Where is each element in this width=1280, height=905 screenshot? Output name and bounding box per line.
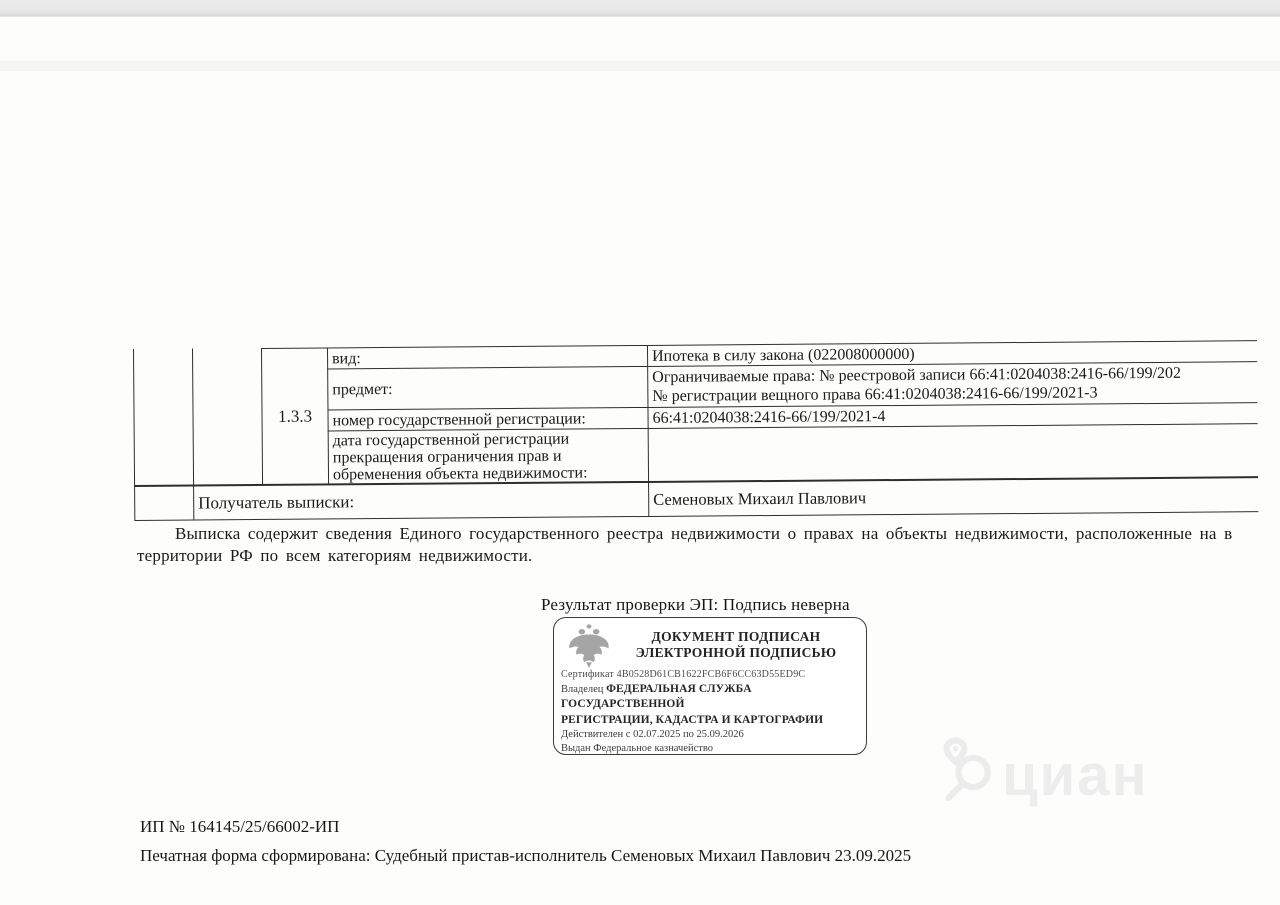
registration-table bbox=[133, 340, 1258, 521]
scan-edge-artifact bbox=[0, 0, 1280, 17]
magnifier-pin-icon bbox=[936, 737, 998, 806]
document-footer bbox=[140, 816, 911, 867]
row-label-termination-date: дата государственной регистрации прекращения ограничения прав и обременения объекта недвижимости: bbox=[328, 428, 648, 484]
scan-bleed-artifact bbox=[0, 61, 1280, 71]
generated-by-line: Печатная форма сформирована: Судебный пристав-исполнитель Семеновых Михаил Павлович 23.09.2025 bbox=[140, 846, 912, 865]
stamp-title-line-1: ДОКУМЕНТ ПОДПИСАН bbox=[651, 629, 821, 644]
note-line-1: Выписка содержит сведения Единого государственного реестра недвижимости о правах на объекты недвижимости, расположенные на в bbox=[175, 524, 1233, 543]
predmet-value-line1: Ограничиваемые права: № реестровой записи 66:41:0204038:2416-66/199/202 bbox=[652, 364, 1182, 386]
stamp-title bbox=[612, 629, 860, 660]
owner-label: Владелец bbox=[561, 684, 604, 696]
issuer-line: Выдан Федеральное казначейство bbox=[561, 743, 713, 755]
table-empty-cell bbox=[133, 349, 193, 485]
validity-line: Действителен с 02.07.2025 по 25.09.2026 bbox=[561, 728, 744, 740]
owner-line-2 bbox=[561, 713, 860, 728]
row-label-vid: вид: bbox=[327, 345, 647, 369]
recipient-value: Семеновых Михаил Павлович bbox=[648, 476, 1258, 516]
stamp-details bbox=[561, 668, 860, 756]
certificate-value: 4B0528D61CB1622FCB6F6CC63D55ED9C bbox=[616, 669, 806, 680]
extract-note bbox=[137, 523, 1280, 567]
predmet-value-line2: № регистрации вещного права 66:41:0204038:2416-66/199/2021-3 bbox=[652, 384, 1098, 405]
russia-coat-of-arms-icon bbox=[568, 623, 610, 669]
row-label-reg-number: номер государственной регистрации: bbox=[327, 407, 647, 431]
row-label-predmet: предмет: bbox=[327, 366, 647, 410]
stamp-title-line-2: ЭЛЕКТРОННОЙ ПОДПИСЬЮ bbox=[635, 644, 837, 660]
electronic-signature-stamp bbox=[553, 617, 867, 755]
owner-name-part1: ФЕДЕРАЛЬНАЯ СЛУЖБА ГОСУДАРСТВЕННОЙ bbox=[561, 683, 752, 711]
row-value-vid: Ипотека в силу закона (022008000000) bbox=[647, 340, 1257, 366]
owner-line-1 bbox=[561, 682, 860, 712]
section-number-cell: 1.3.3 bbox=[261, 347, 328, 484]
row-value-reg-number: 66:41:0204038:2416-66/199/2021-4 bbox=[647, 402, 1257, 428]
watermark-text: циан bbox=[1002, 743, 1149, 808]
case-number: ИП № 164145/25/66002-ИП bbox=[140, 817, 340, 836]
row-value-termination-date bbox=[648, 423, 1258, 481]
table-empty-cell bbox=[192, 348, 262, 485]
recipient-label: Получатель выписки: bbox=[193, 481, 648, 520]
signature-check-result: Результат проверки ЭП: Подпись неверна bbox=[541, 595, 850, 614]
owner-name-part2: РЕГИСТРАЦИИ, КАДАСТРА И КАРТОГРАФИИ bbox=[561, 713, 824, 726]
cian-watermark bbox=[936, 737, 1149, 806]
note-line-2: территории РФ по всем категориям недвижимости. bbox=[137, 546, 533, 565]
table-empty-cell bbox=[134, 485, 193, 520]
certificate-label: Сертификат bbox=[561, 669, 614, 680]
certificate-line bbox=[561, 668, 860, 682]
row-value-predmet bbox=[647, 361, 1257, 407]
